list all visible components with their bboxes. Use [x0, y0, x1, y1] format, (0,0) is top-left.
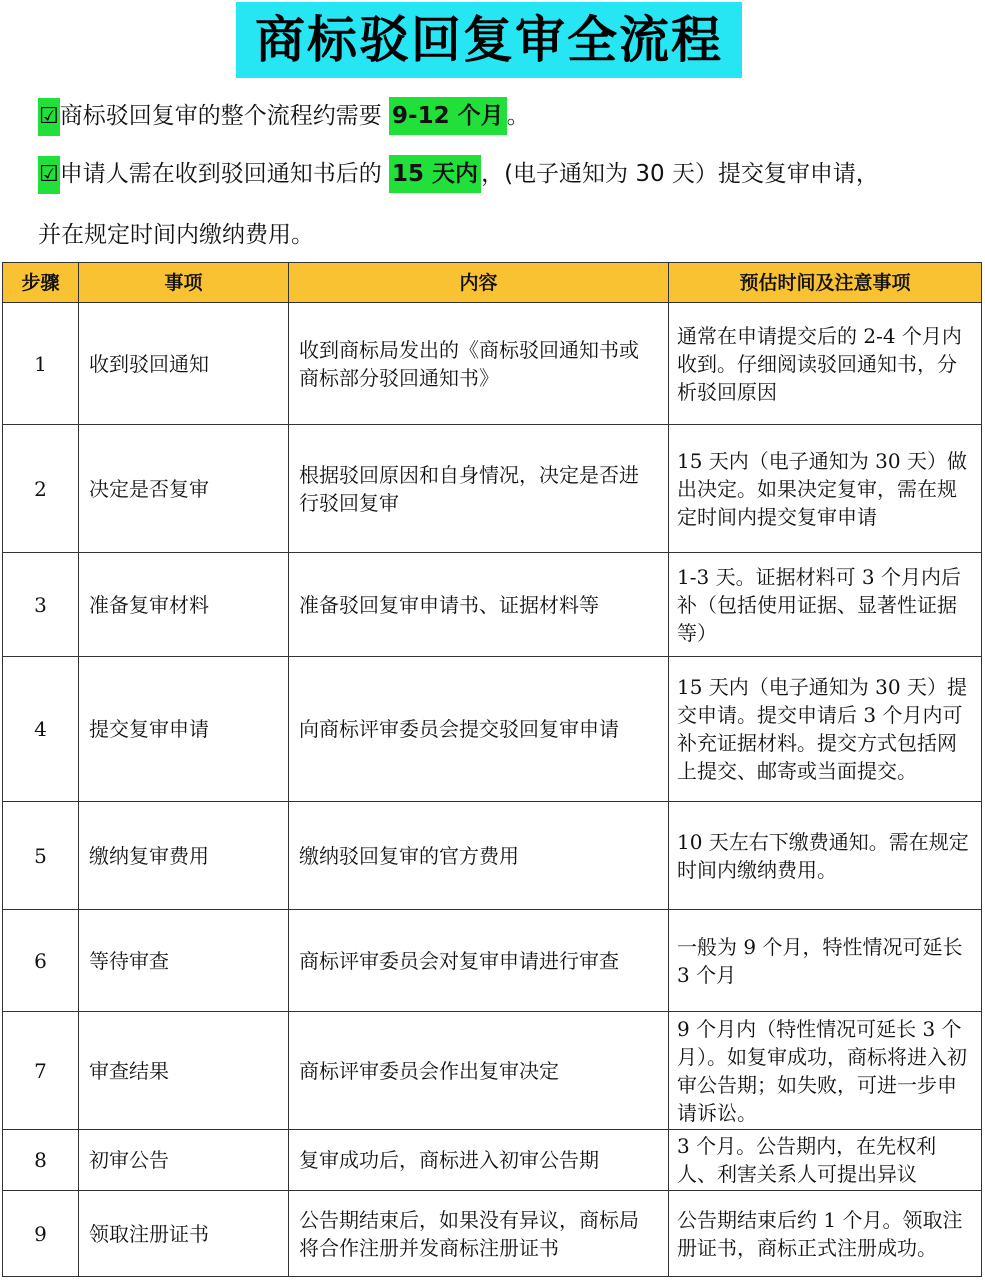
cell-step: 6 — [3, 910, 79, 1012]
table-row — [3, 802, 982, 910]
cell-content: 向商标评审委员会提交驳回复审申请 — [289, 657, 669, 802]
note-text: 商标驳回复审的整个流程约需要 — [59, 103, 390, 129]
table-row — [3, 553, 982, 657]
table-row — [3, 910, 982, 1012]
cell-step: 9 — [3, 1191, 79, 1277]
note-fee: 并在规定时间内缴纳费用。 — [38, 222, 314, 248]
header-time: 预估时间及注意事项 — [669, 263, 982, 303]
cell-content: 缴纳驳回复审的官方费用 — [289, 802, 669, 910]
cell-content: 复审成功后，商标进入初审公告期 — [289, 1130, 669, 1191]
checkbox-icon: ☑ — [38, 156, 60, 194]
cell-step: 4 — [3, 657, 79, 802]
cell-time: 1-3 天。证据材料可 3 个月内后补（包括使用证据、显著性证据等） — [669, 553, 982, 657]
table-header-row — [3, 263, 982, 303]
table-row — [3, 1191, 982, 1277]
page-title: 商标驳回复审全流程 — [236, 2, 742, 78]
cell-step: 5 — [3, 802, 79, 910]
cell-time: 3 个月。公告期内，在先权利人、利害关系人可提出异议 — [669, 1130, 982, 1191]
note-text: 申请人需在收到驳回通知书后的 — [59, 161, 390, 187]
note-duration — [38, 97, 530, 136]
table-row — [3, 657, 982, 802]
cell-content: 商标评审委员会对复审申请进行审查 — [289, 910, 669, 1012]
cell-time: 公告期结束后约 1 个月。领取注册证书，商标正式注册成功。 — [669, 1191, 982, 1277]
cell-step: 8 — [3, 1130, 79, 1191]
cell-item: 等待审查 — [79, 910, 289, 1012]
cell-item: 缴纳复审费用 — [79, 802, 289, 910]
cell-item: 决定是否复审 — [79, 425, 289, 553]
table-row — [3, 1012, 982, 1130]
process-table — [2, 262, 982, 1277]
highlight-text: 9-12 个月 — [389, 97, 507, 135]
cell-item: 领取注册证书 — [79, 1191, 289, 1277]
note-text: ，(电子通知为 30 天）提交复审申请， — [481, 161, 879, 187]
header-step: 步骤 — [3, 263, 79, 303]
cell-content: 收到商标局发出的《商标驳回通知书或商标部分驳回通知书》 — [289, 303, 669, 425]
cell-item: 审查结果 — [79, 1012, 289, 1130]
cell-step: 2 — [3, 425, 79, 553]
note-text: 。 — [506, 103, 530, 129]
table-row — [3, 303, 982, 425]
note-deadline — [38, 155, 879, 194]
cell-step: 7 — [3, 1012, 79, 1130]
header-content: 内容 — [289, 263, 669, 303]
cell-item: 收到驳回通知 — [79, 303, 289, 425]
highlight-text: 15 天内 — [389, 155, 481, 193]
cell-item: 提交复审申请 — [79, 657, 289, 802]
cell-item: 准备复审材料 — [79, 553, 289, 657]
cell-time: 15 天内（电子通知为 30 天）提交申请。提交申请后 3 个月内可补充证据材料。提交方式包括网上提交、邮寄或当面提交。 — [669, 657, 982, 802]
cell-step: 3 — [3, 553, 79, 657]
table-row — [3, 425, 982, 553]
cell-content: 准备驳回复审申请书、证据材料等 — [289, 553, 669, 657]
cell-time: 15 天内（电子通知为 30 天）做出决定。如果决定复审，需在规定时间内提交复审申请 — [669, 425, 982, 553]
cell-time: 通常在申请提交后的 2-4 个月内收到。仔细阅读驳回通知书，分析驳回原因 — [669, 303, 982, 425]
cell-item: 初审公告 — [79, 1130, 289, 1191]
header-item: 事项 — [79, 263, 289, 303]
cell-content: 公告期结束后，如果没有异议，商标局将合作注册并发商标注册证书 — [289, 1191, 669, 1277]
table-row — [3, 1130, 982, 1191]
cell-content: 根据驳回原因和自身情况，决定是否进行驳回复审 — [289, 425, 669, 553]
cell-content: 商标评审委员会作出复审决定 — [289, 1012, 669, 1130]
cell-time: 一般为 9 个月，特性情况可延长 3 个月 — [669, 910, 982, 1012]
checkbox-icon: ☑ — [38, 98, 60, 136]
cell-time: 10 天左右下缴费通知。需在规定时间内缴纳费用。 — [669, 802, 982, 910]
cell-time: 9 个月内（特性情况可延长 3 个月）。如复审成功，商标将进入初审公告期；如失败，可进一步申请诉讼。 — [669, 1012, 982, 1130]
cell-step: 1 — [3, 303, 79, 425]
